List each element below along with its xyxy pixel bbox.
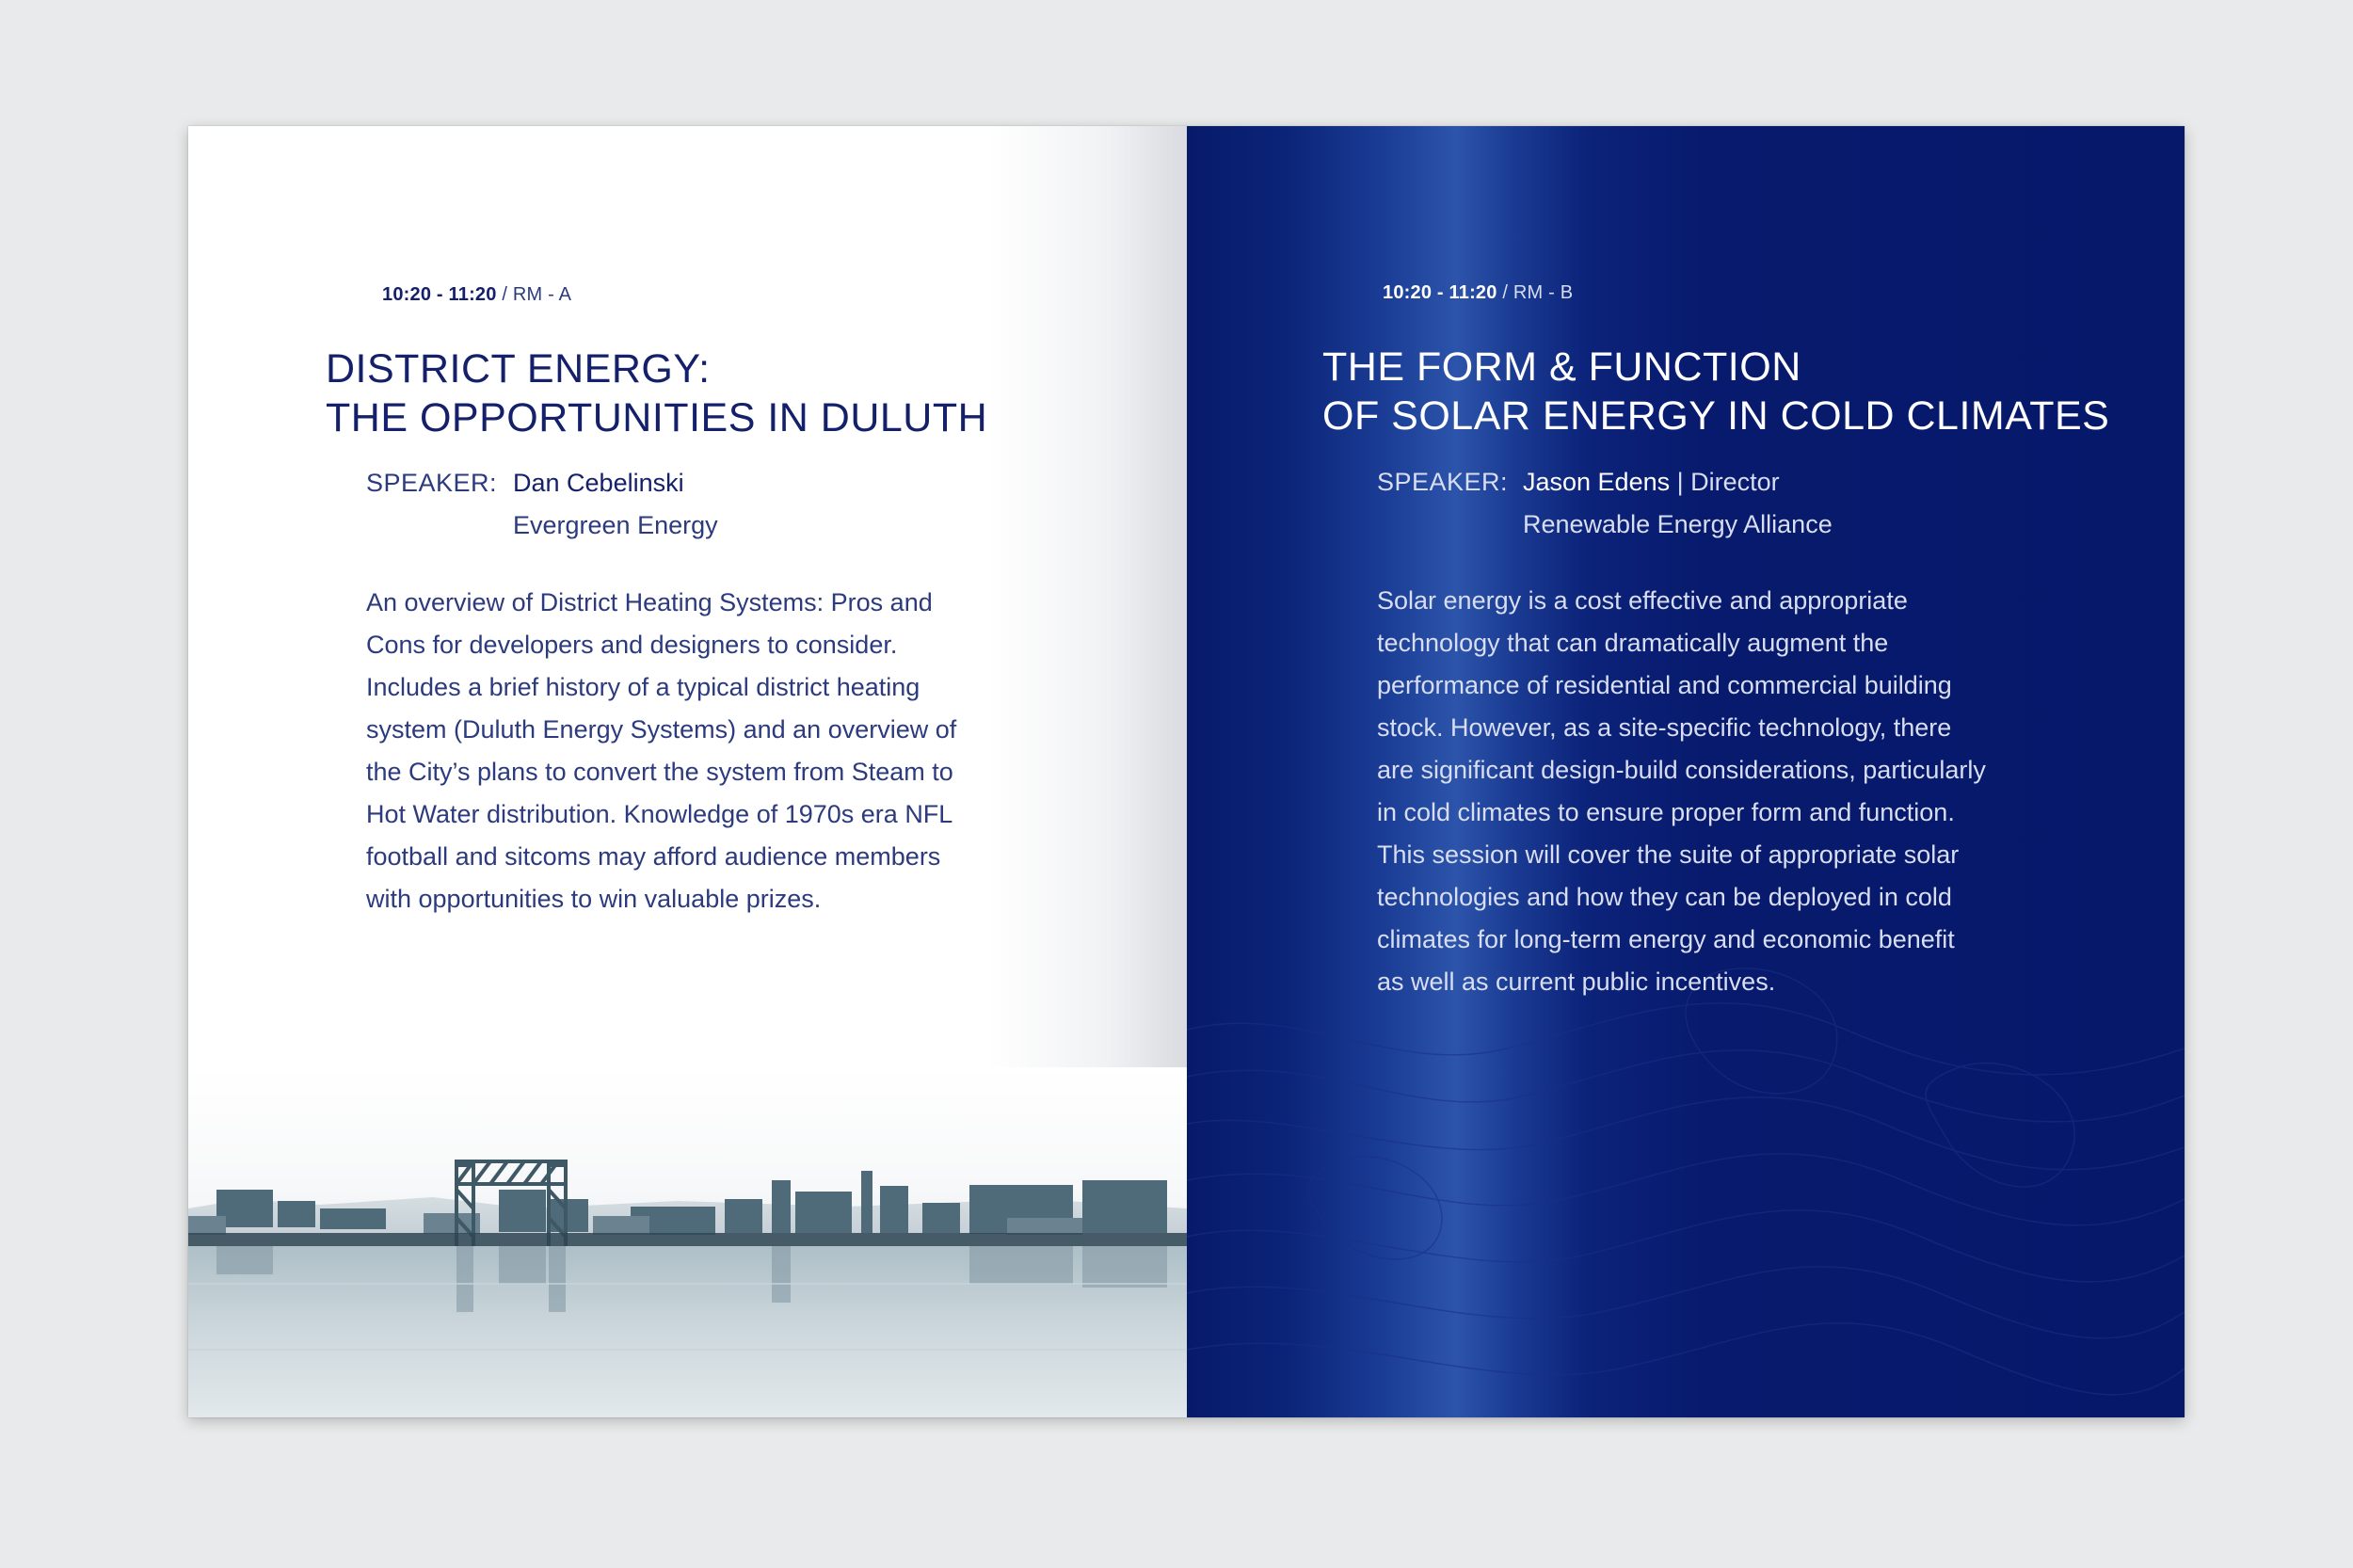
session-room: / RM - B	[1497, 282, 1574, 303]
title-line-1: THE FORM & FUNCTION	[1322, 344, 1801, 390]
description-line: Cons for developers and designers to consider.	[366, 631, 898, 659]
description-line: the City’s plans to convert the system from Steam to	[366, 758, 953, 786]
session-time-left	[382, 284, 571, 306]
description-line: are significant design-build considerations, particularly	[1377, 756, 1986, 784]
session-room: / RM - A	[496, 284, 572, 305]
description-line: stock. However, as a site-specific technology, there	[1377, 713, 1952, 742]
left-page	[188, 126, 1187, 1417]
description-line: Solar energy is a cost effective and appropriate	[1377, 586, 1908, 615]
description-line: football and sitcoms may afford audience members	[366, 842, 941, 871]
description-line: Hot Water distribution. Knowledge of 1970s era NFL	[366, 800, 953, 828]
description-line: An overview of District Heating Systems: Pros and	[366, 588, 933, 616]
description-line: performance of residential and commercial building	[1377, 671, 1952, 699]
description-line: with opportunities to win valuable prizes.	[366, 885, 822, 913]
speaker-organization: Renewable Energy Alliance	[1523, 510, 1833, 538]
title-line-1: DISTRICT ENERGY:	[326, 346, 711, 392]
session-description	[366, 582, 956, 920]
session-time-value: 10:20 - 11:20	[1383, 282, 1497, 303]
description-line: technology that can dramatically augment the	[1377, 629, 1889, 657]
description-line: climates for long-term energy and economic benefit	[1377, 925, 1955, 953]
session-title-right	[1322, 343, 2109, 440]
brochure-spread	[188, 126, 2185, 1417]
right-page	[1187, 126, 2185, 1417]
description-line: system (Duluth Energy Systems) and an overview of	[366, 715, 957, 744]
speaker-label: SPEAKER:	[366, 469, 498, 497]
speaker-label: SPEAKER:	[1377, 468, 1509, 496]
speaker-name-line	[1523, 468, 1780, 497]
session-time-value: 10:20 - 11:20	[382, 284, 497, 305]
description-line: Includes a brief history of a typical district heating	[366, 673, 920, 701]
speaker-name: Jason Edens	[1523, 468, 1671, 496]
description-line: technologies and how they can be deployed in cold	[1377, 883, 1952, 911]
session-description	[1377, 580, 1986, 1003]
title-line-2: OF SOLAR ENERGY IN COLD CLIMATES	[1322, 393, 2110, 439]
speaker-name: Dan Cebelinski	[513, 469, 684, 497]
description-line: This session will cover the suite of appropriate solar	[1377, 840, 1960, 869]
session-title-left	[326, 344, 987, 442]
title-line-2: THE OPPORTUNITIES IN DULUTH	[326, 395, 988, 440]
speaker-role: | Director	[1670, 468, 1780, 496]
description-line: as well as current public incentives.	[1377, 968, 1776, 996]
speaker-organization: Evergreen Energy	[513, 511, 718, 539]
duluth-harbor-photo	[188, 1067, 1187, 1417]
session-time-right	[1383, 282, 1573, 304]
description-line: in cold climates to ensure proper form and function.	[1377, 798, 1955, 826]
